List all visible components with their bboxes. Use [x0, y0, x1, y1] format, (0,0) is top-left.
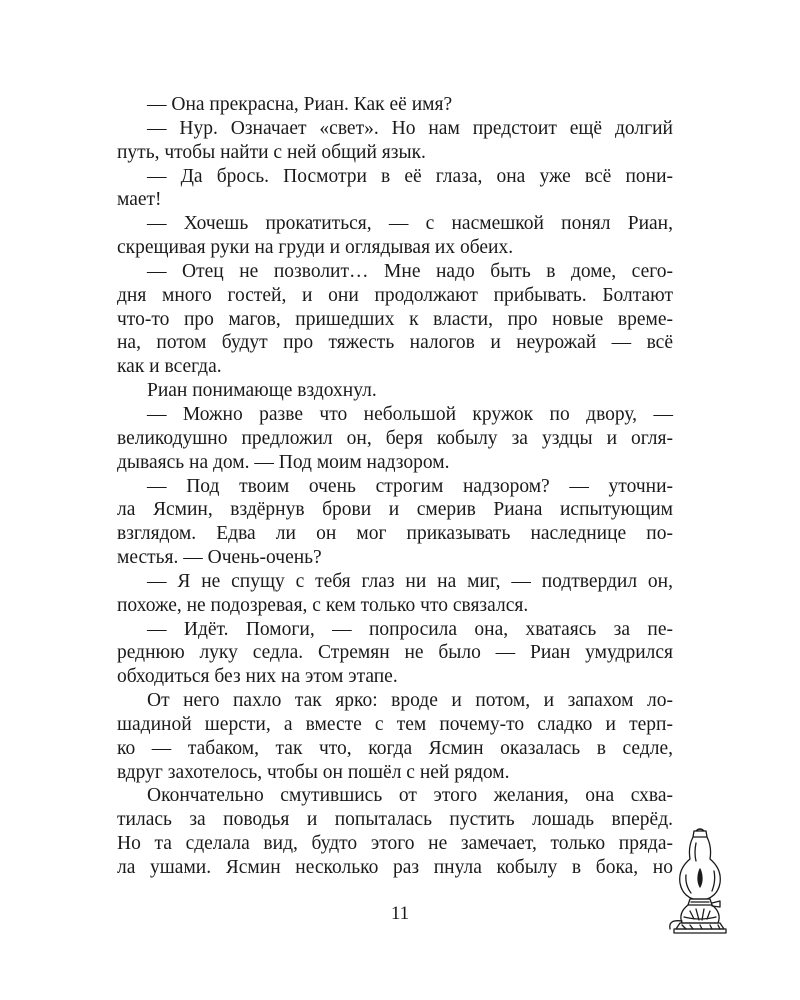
- text-line: — Я не спущу с тебя глаз ни на миг, — подтвердил он,: [147, 570, 673, 592]
- page-number: 11: [390, 903, 410, 924]
- text-line: дня много гостей, и они продолжают прибывать. Болтают: [117, 284, 673, 306]
- text-line: — Идёт. Помоги, — попросила она, хватаясь за пе-: [147, 618, 673, 640]
- text-line: — Отец не позволит… Мне надо быть в доме, сего-: [147, 260, 673, 282]
- text-line: — Она прекрасна, Риан. Как её имя?: [147, 94, 453, 115]
- text-line: Риан понимающе вздохнул.: [147, 380, 377, 402]
- text-line: ко — табаком, так что, когда Ясмин оказалась в седле,: [117, 737, 673, 759]
- text-line: — Да брось. Посмотри в её глаза, она уже всё пони-: [147, 165, 673, 187]
- text-line: как и всегда.: [117, 356, 222, 378]
- text-line: шадиной шерсти, а вместе с тем почему-то сладко и терп-: [117, 713, 673, 735]
- text-line: — Хочешь прокатиться, — с насмешкой понял Риан,: [147, 213, 673, 235]
- body-text: [117, 93, 673, 880]
- text-line: похоже, не подозревая, с кем только что связался.: [117, 594, 529, 616]
- text-line: местья. — Очень-очень?: [117, 547, 322, 569]
- text-line: мает!: [117, 189, 162, 211]
- text-line: ла ушами. Ясмин несколько раз пнула кобылу в бока, но: [117, 857, 673, 878]
- text-line: взглядом. Едва ли он мог приказывать наследнице по-: [117, 523, 673, 545]
- text-line: обходиться без них на этом этапе.: [117, 666, 398, 688]
- text-line: скрещивая руки на груди и оглядывая их обеих.: [117, 237, 514, 259]
- text-line: дываясь на дом. — Под моим надзором.: [117, 451, 450, 473]
- text-line: великодушно предложил он, беря кобылу за уздцы и огля-: [117, 427, 673, 449]
- text-line: — Можно разве что небольшой кружок по двору, —: [147, 403, 673, 425]
- text-line: путь, чтобы найти с ней общий язык.: [117, 141, 426, 163]
- text-line: на, потом будут про тяжесть налогов и неурожай — всё: [117, 332, 673, 354]
- text-line: От него пахло так ярко: вроде и потом, и запахом ло-: [147, 690, 673, 712]
- text-line: — Нур. Означает «свет». Но нам предстоит ещё долгий: [147, 117, 673, 139]
- text-line: ла Ясмин, вздёрнув брови и смерив Риана испытующим: [117, 499, 673, 521]
- oil-lamp-icon: [660, 825, 740, 945]
- text-line: реднюю луку седла. Стремян не было — Риан умудрился: [117, 642, 673, 664]
- text-line: — Под твоим очень строгим надзором? — уточни-: [147, 475, 673, 497]
- text-line: Окончательно смутившись от этого желания, она схва-: [147, 785, 673, 807]
- text-line: Но та сделала вид, будто этого не замечает, только пряда-: [117, 833, 673, 855]
- text-line: тилась за поводья и попыталась пустить лошадь вперёд.: [117, 809, 673, 831]
- text-line: что-то про магов, пришедших к власти, про новые време-: [117, 308, 673, 330]
- text-line: вдруг захотелось, чтобы он пошёл с ней рядом.: [117, 761, 510, 783]
